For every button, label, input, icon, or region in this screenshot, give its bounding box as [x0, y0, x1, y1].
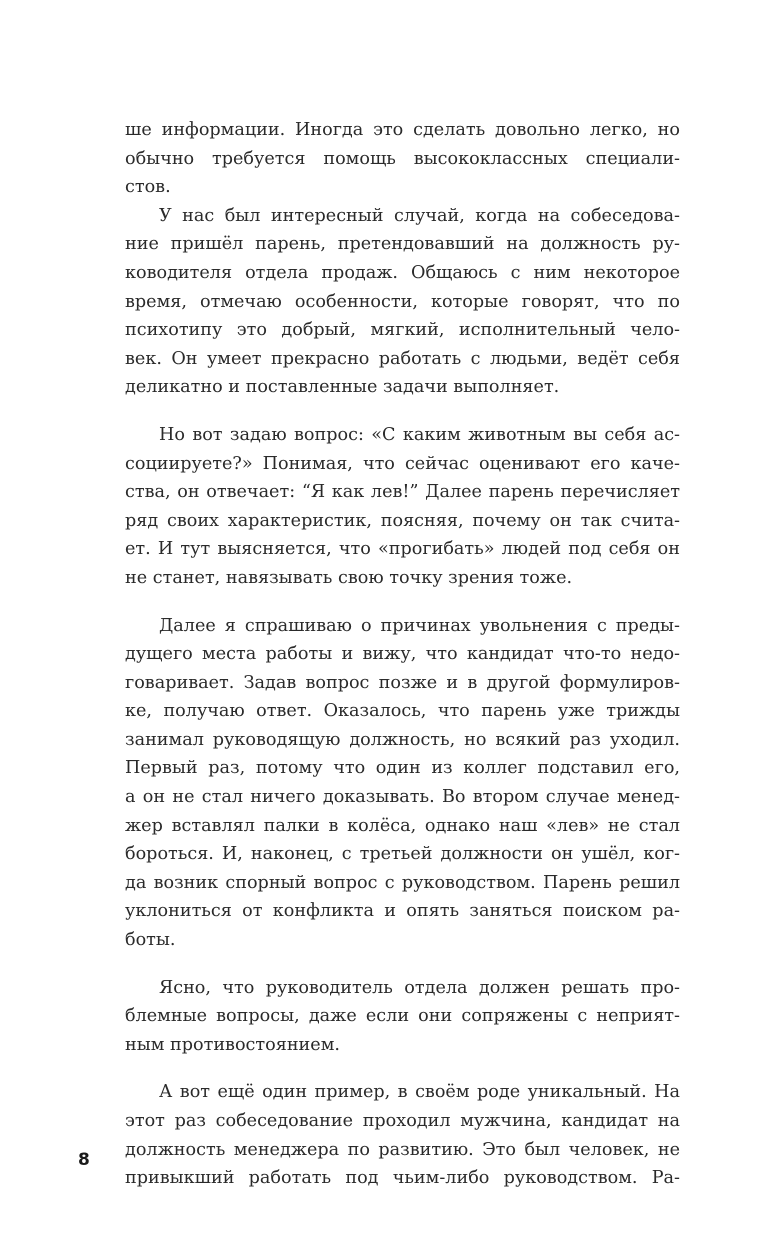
- text-line: ства, он отвечает: “Я как лев!” Далее парень перечисляет: [125, 482, 680, 503]
- text-line: ние пришёл парень, претендовавший на должность ру-: [125, 234, 680, 255]
- text-line: ет. И тут выясняется, что «прогибать» людей под себя он: [125, 539, 680, 560]
- paragraph: [125, 116, 680, 202]
- text-line: ше информации. Иногда это сделать довольно легко, но: [125, 120, 680, 140]
- text-line: ряд своих характеристик, поясняя, почему он так счита-: [125, 510, 680, 531]
- paragraph: [125, 612, 680, 955]
- paragraph: [125, 202, 680, 402]
- paragraph: [125, 974, 680, 1060]
- text-line: дущего места работы и вижу, что кандидат что-то недо-: [125, 644, 680, 665]
- text-line: этот раз собеседование проходил мужчина, кандидат на: [125, 1111, 680, 1131]
- text-line: говаривает. Задав вопрос позже и в другой формулиров-: [125, 672, 680, 693]
- page-body: [125, 116, 680, 1193]
- text-line: психотипу это добрый, мягкий, исполнительный чело-: [125, 320, 680, 341]
- text-line: обычно требуется помощь высококлассных специали-: [125, 148, 680, 169]
- text-line: время, отмечаю особенности, которые говорят, что по: [125, 291, 680, 312]
- text-line: А вот ещё один пример, в своём роде уникальный. На: [159, 1082, 680, 1103]
- text-line: да возник спорный вопрос с руководством. Парень решил: [125, 872, 680, 893]
- paragraph: [125, 421, 680, 593]
- text-line: привыкший работать под чьим-либо руководством. Ра-: [125, 1168, 680, 1189]
- page-number: 8: [78, 1150, 90, 1170]
- text-line: Но вот задаю вопрос: «С каким животным вы себя ас-: [159, 424, 680, 445]
- text-line: боты.: [125, 930, 176, 951]
- paragraph-spacer: [125, 593, 680, 612]
- text-line: Ясно, что руководитель отдела должен решать про-: [159, 977, 680, 998]
- text-line: занимал руководящую должность, но всякий раз уходил.: [125, 729, 680, 750]
- paragraph-spacer: [125, 1059, 680, 1078]
- text-line: Первый раз, потому что один из коллег подставил его,: [125, 758, 680, 779]
- text-line: бороться. И, наконец, с третьей должности он ушёл, ког-: [125, 844, 680, 865]
- text-line: стов.: [125, 177, 171, 198]
- text-line: деликатно и поставленные задачи выполняет.: [125, 377, 560, 398]
- text-line: должность менеджера по развитию. Это был человек, не: [125, 1139, 680, 1160]
- text-line: а он не стал ничего доказывать. Во втором случае менед-: [125, 787, 680, 808]
- paragraph: [125, 1078, 680, 1192]
- text-line: блемные вопросы, даже если они сопряжены с неприят-: [125, 1006, 680, 1027]
- text-line: Далее я спрашиваю о причинах увольнения с преды-: [159, 615, 680, 636]
- text-line: ке, получаю ответ. Оказалось, что парень уже трижды: [125, 701, 680, 722]
- text-line: уклониться от конфликта и опять заняться поиском ра-: [125, 901, 680, 922]
- text-line: жер вставлял палки в колёса, однако наш «лев» не стал: [125, 815, 680, 836]
- text-line: ководителя отдела продаж. Общаюсь с ним некоторое: [125, 262, 680, 283]
- text-line: социируете?» Понимая, что сейчас оценивают его каче-: [125, 453, 680, 474]
- text-line: не станет, навязывать свою точку зрения тоже.: [125, 567, 573, 588]
- paragraph-spacer: [125, 402, 680, 421]
- text-line: У нас был интересный случай, когда на собеседова-: [159, 205, 680, 226]
- text-line: ным противостоянием.: [125, 1034, 340, 1055]
- paragraph-spacer: [125, 955, 680, 974]
- text-line: век. Он умеет прекрасно работать с людьми, ведёт себя: [125, 348, 680, 369]
